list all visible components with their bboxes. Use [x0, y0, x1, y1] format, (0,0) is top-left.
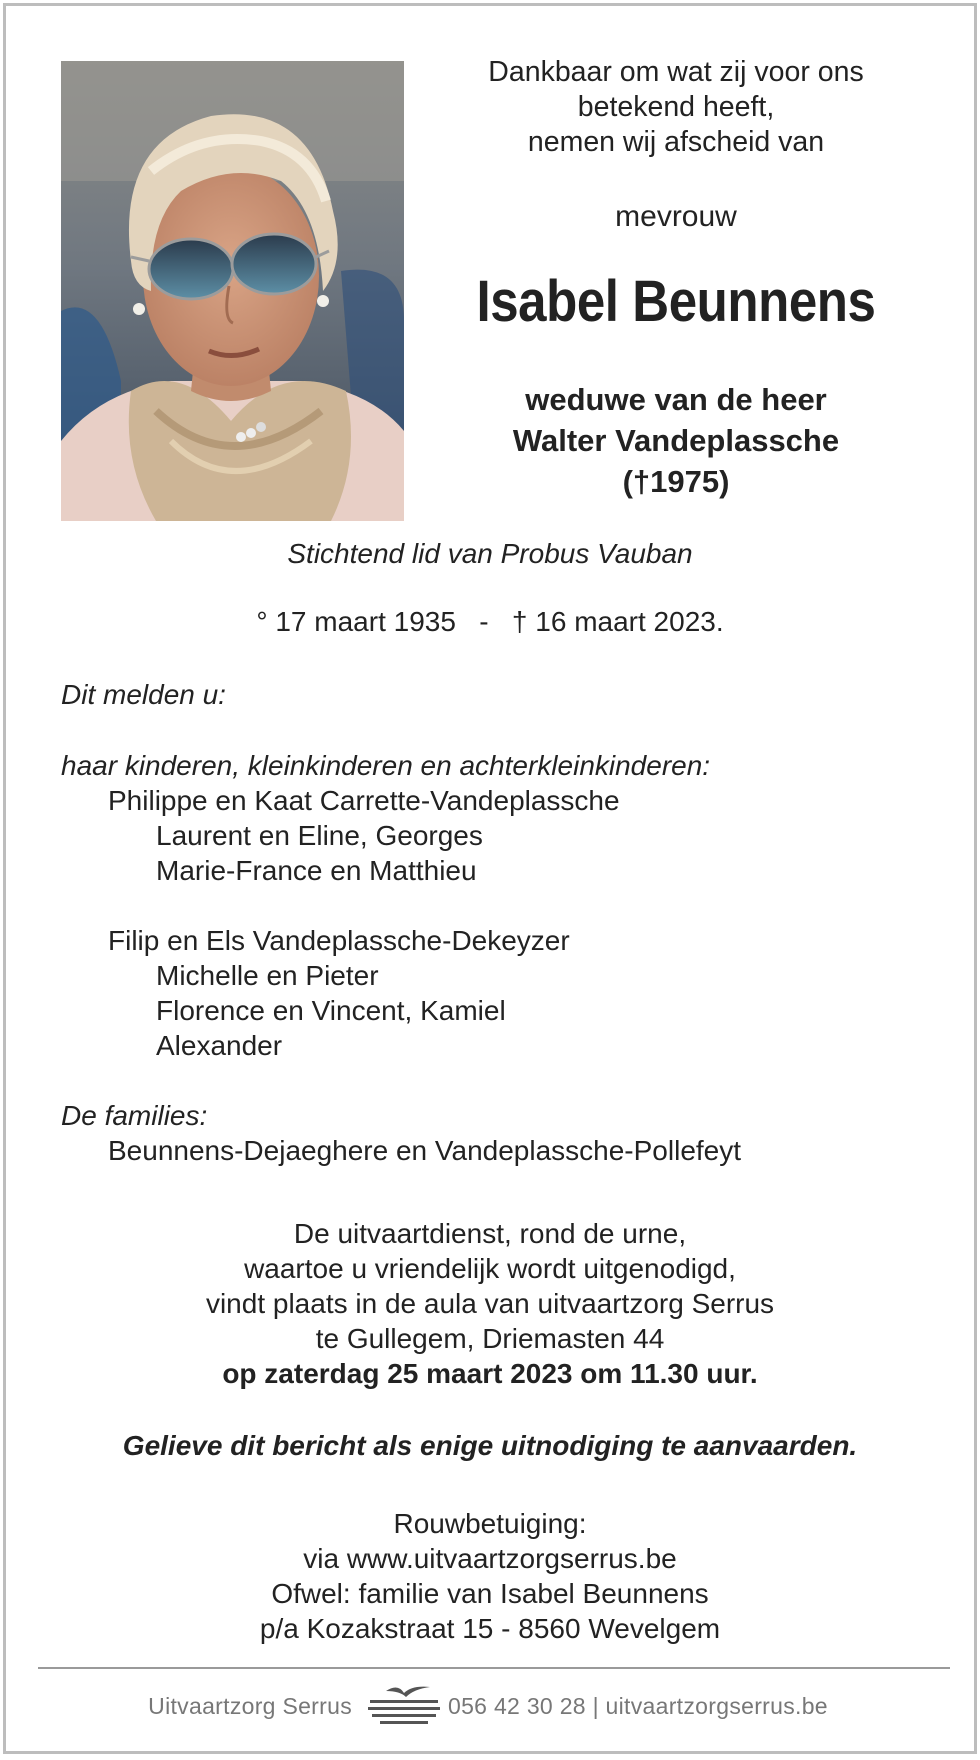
intro-line-3: nemen wij afscheid van: [527, 126, 825, 158]
seagull-waves-logo-icon: [364, 1681, 444, 1733]
deceased-name: Isabel Beunnens: [476, 269, 876, 334]
footer-contact: 056 42 30 28 | uitvaartzorgserrus.be: [448, 1693, 828, 1719]
families-label: De families:: [61, 1100, 208, 1131]
widow-info: [426, 379, 926, 502]
title-prefix: mevrouw: [615, 200, 737, 233]
family-member: Alexander: [156, 1030, 283, 1061]
widow-line-2: Walter Vandeplassche: [512, 423, 840, 458]
family-member: Marie-France en Matthieu: [156, 855, 477, 886]
announce-label: Dit melden u:: [61, 679, 226, 710]
service-line-4: te Gullegem, Driemasten 44: [315, 1323, 665, 1354]
intro-line-1: Dankbaar om wat zij voor ons: [488, 56, 864, 88]
service-info: [6, 1216, 974, 1391]
condolences: [6, 1506, 974, 1646]
service-line-1: De uitvaartdienst, rond de urne,: [293, 1218, 687, 1249]
invitation-note: Gelieve dit bericht als enige uitnodiging te aanvaarden.: [122, 1430, 858, 1461]
service-line-2: waartoe u vriendelijk wordt uitgenodigd,: [244, 1253, 736, 1284]
footer-company: Uitvaartzorg Serrus: [148, 1693, 352, 1719]
condolences-label: Rouwbetuiging:: [393, 1508, 587, 1539]
families-value: Beunnens-Dejaeghere en Vandeplassche-Pollefeyt: [108, 1135, 742, 1166]
service-datetime: op zaterdag 25 maart 2023 om 11.30 uur.: [222, 1358, 758, 1389]
family-member: Laurent en Eline, Georges: [156, 820, 483, 851]
obituary-card: [3, 3, 977, 1754]
family-group-2-parents: Filip en Els Vandeplassche-Dekeyzer: [108, 925, 570, 956]
condolences-post: Ofwel: familie van Isabel Beunnens: [271, 1578, 709, 1609]
intro-line-2: betekend heeft,: [577, 91, 775, 123]
condolences-web: via www.uitvaartzorgserrus.be: [303, 1543, 677, 1574]
family-list: [61, 748, 741, 1168]
family-member: Florence en Vincent, Kamiel: [156, 995, 506, 1026]
widow-line-3: (†1975): [622, 464, 730, 499]
condolences-address: p/a Kozakstraat 15 - 8560 Wevelgem: [259, 1613, 721, 1644]
footer-divider: [38, 1667, 950, 1669]
portrait-photo: [61, 61, 404, 521]
family-group-1-parents: Philippe en Kaat Carrette-Vandeplassche: [108, 785, 620, 816]
membership: Stichtend lid van Probus Vauban: [287, 538, 693, 569]
family-heading: haar kinderen, kleinkinderen en achterkleinkinderen:: [61, 750, 711, 781]
family-member: Michelle en Pieter: [156, 960, 379, 991]
life-dates: ° 17 maart 1935 - † 16 maart 2023.: [256, 606, 724, 637]
widow-line-1: weduwe van de heer: [525, 382, 827, 417]
footer: [6, 1681, 974, 1731]
service-line-3: vindt plaats in de aula van uitvaartzorg Serrus: [205, 1288, 775, 1319]
intro-text: [426, 55, 926, 160]
